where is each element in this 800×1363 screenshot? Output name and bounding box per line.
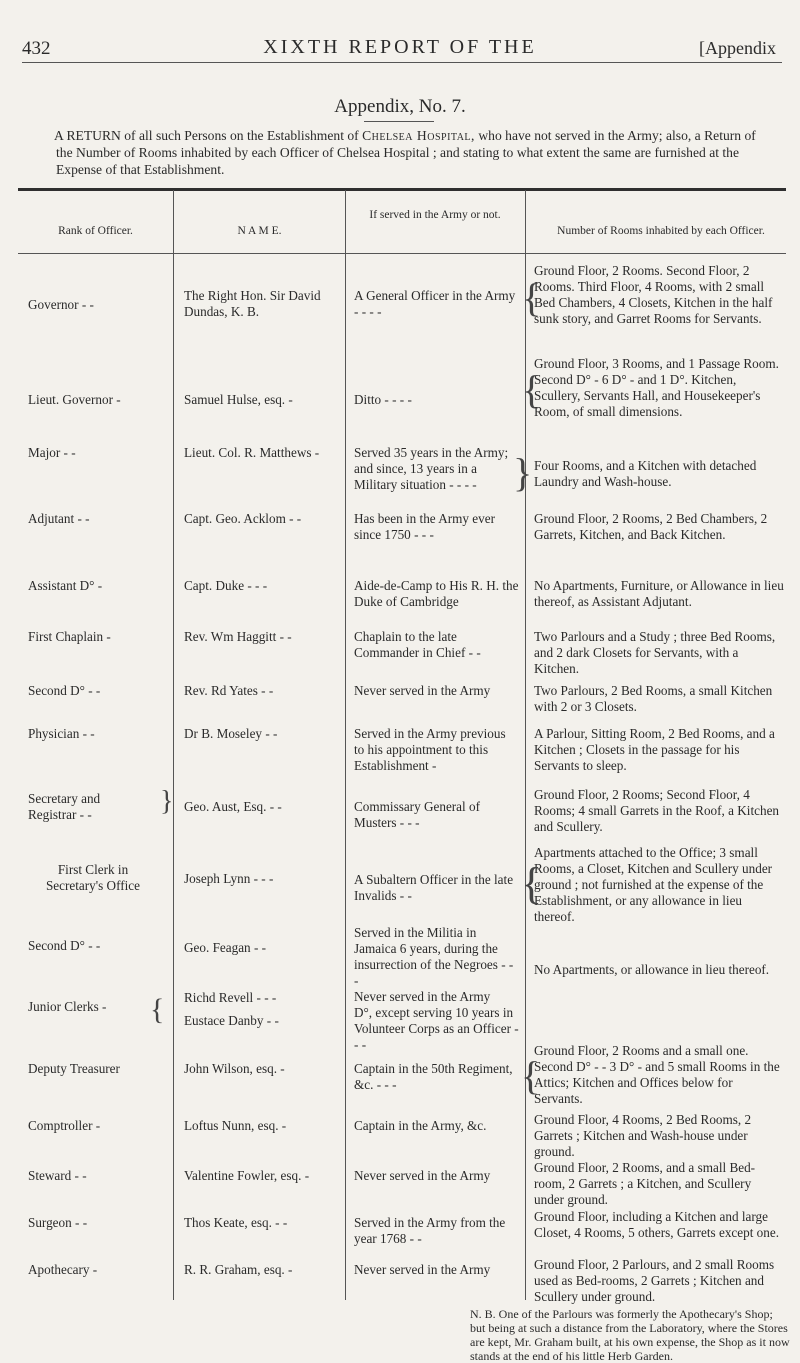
rank-major: Major - - [28,445,76,460]
rank-deputy-treasurer: Deputy Treasurer [28,1061,120,1076]
rooms-lieut-governor: Ground Floor, 3 Rooms, and 1 Passage Room. Second D° - 6 D° - and 1 D°. Kitchen, Scullery, Servants Hall, and Housekeeper's Room, of small dimensions. [534,356,779,419]
army-junior-clerk-2: D°, except serving 10 years in Volunteer Corps as an Officer - - - [354,1005,519,1052]
name-deputy-treasurer: John Wilson, esq. - [184,1061,285,1076]
header-rule [22,62,782,63]
brace-decoration: { [521,1053,541,1098]
name-second-clerk: Geo. Feagan - - [184,940,267,955]
rank-comptroller: Comptroller - [28,1118,101,1133]
rooms-deputy-treasurer: Ground Floor, 2 Rooms and a small one. Second D° - - 3 D° - and 5 small Rooms in the Attics; Kitchen and Offices below for Servants. [534,1043,780,1106]
army-first-chaplain: Chaplain to the late Commander in Chief - - [354,629,481,660]
column-divider [525,190,526,1300]
rank-secretary: Secretary and Registrar - - [28,791,101,822]
rank-first-clerk: First Clerk in Secretary's Office [45,862,141,893]
name-second-chaplain: Rev. Rd Yates - - [184,683,274,698]
name-major: Lieut. Col. R. Matthews - [184,445,320,460]
army-deputy-treasurer: Captain in the 50th Regiment, &c. - - - [354,1061,513,1092]
rank-assistant: Assistant D° - [28,578,103,593]
name-assistant: Capt. Duke - - - [184,578,268,593]
rank-steward: Steward - - [28,1168,87,1183]
rooms-adjutant: Ground Floor, 2 Rooms, 2 Bed Chambers, 2 Garrets, Kitchen, and Back Kitchen. [534,511,768,542]
army-second-clerk: Served in the Militia in Jamaica 6 years, during the insurrection of the Negroes - - - [354,925,514,988]
rank-first-chaplain: First Chaplain - [28,629,111,644]
brace-decoration: } [513,450,533,495]
army-junior-clerk-1: Never served in the Army [354,989,491,1004]
rank-adjutant: Adjutant - - [28,511,90,526]
name-surgeon: Thos Keate, esq. - - [184,1215,288,1230]
rooms-second-chaplain: Two Parlours, 2 Bed Rooms, a small Kitchen with 2 or 3 Closets. [534,683,773,714]
table-top-rule [18,188,786,191]
name-governor: The Right Hon. Sir David Dundas, K. B. [184,288,321,319]
army-major: Served 35 years in the Army; and since, 13 years in a Military situation - - - - [354,445,509,492]
brace-decoration: { [522,275,542,320]
army-secretary: Commissary General of Musters - - - [354,799,480,830]
header-divider [18,253,786,254]
intro-paragraph [56,127,760,178]
army-governor: A General Officer in the Army - - - - [354,288,516,319]
section-label: [Appendix [699,38,776,58]
rank-governor: Governor - - [28,297,94,312]
rooms-clerks: No Apartments, or allowance in lieu thereof. [534,962,770,977]
rooms-steward: Ground Floor, 2 Rooms, and a small Bed-room, 2 Garrets ; a Kitchen, and Scullery under ground. [534,1160,756,1207]
brace-decoration: { [150,993,165,1026]
name-first-clerk: Joseph Lynn - - - [184,871,274,886]
army-adjutant: Has been in the Army ever since 1750 - - - [354,511,495,542]
rooms-major: Four Rooms, and a Kitchen with detached Laundry and Wash-house. [534,458,757,489]
army-comptroller: Captain in the Army, &c. [354,1118,487,1133]
rooms-first-chaplain: Two Parlours and a Study ; three Bed Rooms, and 2 dark Closets for Servants, with a Kitchen. [534,629,776,676]
rooms-secretary: Ground Floor, 2 Rooms; Second Floor, 4 Rooms; 4 small Garrets in the Roof, a Kitchen and Scullery. [534,787,780,834]
intro-hospital: Chelsea Hospital, [362,128,475,143]
name-adjutant: Capt. Geo. Acklom - - [184,511,302,526]
rooms-assistant: No Apartments, Furniture, or Allowance in lieu thereof, as Assistant Adjutant. [534,578,784,609]
name-secretary: Geo. Aust, Esq. - - [184,799,282,814]
rooms-physician: A Parlour, Sitting Room, 2 Bed Rooms, and a Kitchen ; Closets in the passage for his Servants to sleep. [534,726,775,773]
running-title: XIXTH REPORT OF THE [263,36,537,58]
intro-lead: A RETURN of all such Persons on the Establishment of [54,128,359,143]
name-junior-clerk-2: Eustace Danby - - [184,1013,279,1028]
rooms-governor: Ground Floor, 2 Rooms. Second Floor, 2 Rooms. Third Floor, 4 Rooms, with 2 small Bed Chambers, 4 Closets, Kitchen in the half sunk story, and Garret Rooms for Servants. [534,263,773,326]
footnote: N. B. One of the Parlours was formerly the Apothecary's Shop; but being at such a distance from the Laboratory, where the Stores are kept, Mr. Graham built, at his own expense, the Shop as it now stands at the end of his little Herb Garden. [470,1307,790,1363]
page-number: 432 [22,38,51,59]
rooms-apothecary: Ground Floor, 2 Parlours, and 2 small Rooms used as Bed-rooms, 2 Garrets ; Kitchen and Scullery under ground. [534,1257,775,1304]
rank-apothecary: Apothecary - [28,1262,98,1277]
rooms-comptroller: Ground Floor, 4 Rooms, 2 Bed Rooms, 2 Garrets ; Kitchen and Wash-house under ground. [534,1112,752,1159]
army-physician: Served in the Army previous to his appointment to this Establishment - [354,726,506,773]
name-apothecary: R. R. Graham, esq. - [184,1262,293,1277]
column-header-name: N A M E. [237,225,282,237]
column-divider [345,190,346,1300]
name-junior-clerk-1: Richd Revell - - - [184,990,277,1005]
army-surgeon: Served in the Army from the year 1768 - - [354,1215,506,1246]
name-comptroller: Loftus Nunn, esq. - [184,1118,287,1133]
intro-rest: who have not served in the Army; also, a Return of the Number of Rooms inhabited by each Officer of Chelsea Hospital ; and stating to what extent the same are furnished at the Expense of that Establishment. [56,128,756,177]
column-header-rooms: Number of Rooms inhabited by each Officer. [557,225,765,237]
appendix-title: Appendix, No. 7. [334,96,466,117]
army-second-chaplain: Never served in the Army [354,683,491,698]
rank-lieut-governor: Lieut. Governor - [28,392,121,407]
army-assistant: Aide-de-Camp to His R. H. the Duke of Cambridge [354,578,519,609]
name-lieut-governor: Samuel Hulse, esq. - [184,392,293,407]
column-header-rank: Rank of Officer. [58,225,133,237]
rank-physician: Physician - - [28,726,95,741]
name-first-chaplain: Rev. Wm Haggitt - - [184,629,292,644]
army-steward: Never served in the Army [354,1168,491,1183]
army-apothecary: Never served in the Army [354,1262,491,1277]
name-steward: Valentine Fowler, esq. - [184,1168,310,1183]
column-header-army: If served in the Army or not. [369,209,501,221]
brace-decoration: { [521,859,543,908]
army-lieut-governor: Ditto - - - - [354,392,412,407]
brace-decoration: { [522,367,542,412]
rooms-first-clerk: Apartments attached to the Office; 3 small Rooms, a Closet, Kitchen and Scullery under ground ; not furnished at the expense of the Establishment, or any allowance in lieu thereof. [534,845,773,924]
brace-decoration: } [160,786,174,817]
rank-second-clerk: Second D° - - [28,938,101,953]
army-first-clerk: A Subaltern Officer in the late Invalids - - [354,872,514,903]
name-physician: Dr B. Moseley - - [184,726,278,741]
column-divider [173,190,174,1300]
rooms-surgeon: Ground Floor, including a Kitchen and large Closet, 4 Rooms, 5 others, Garrets except one. [534,1209,780,1240]
rank-surgeon: Surgeon - - [28,1215,88,1230]
title-underline [364,121,434,122]
rank-second-chaplain: Second D° - - [28,683,101,698]
rank-junior-clerks: Junior Clerks - [28,999,107,1014]
